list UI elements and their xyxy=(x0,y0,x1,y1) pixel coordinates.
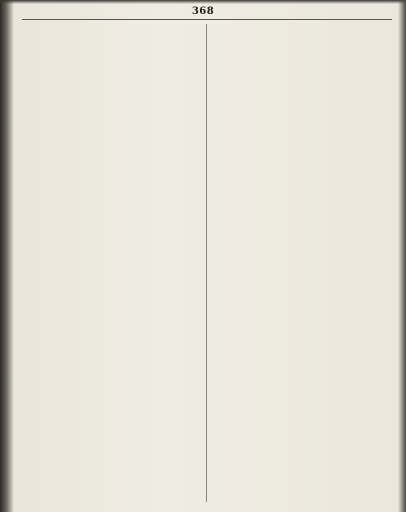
right-edge-shadow xyxy=(398,0,406,512)
text-column-left xyxy=(22,24,202,504)
header-rule xyxy=(22,19,392,20)
top-edge-shadow xyxy=(0,0,406,4)
text-column-right xyxy=(212,24,392,504)
column-divider xyxy=(206,24,207,502)
spine-shadow xyxy=(0,0,14,512)
page-number: 368 xyxy=(191,6,215,17)
